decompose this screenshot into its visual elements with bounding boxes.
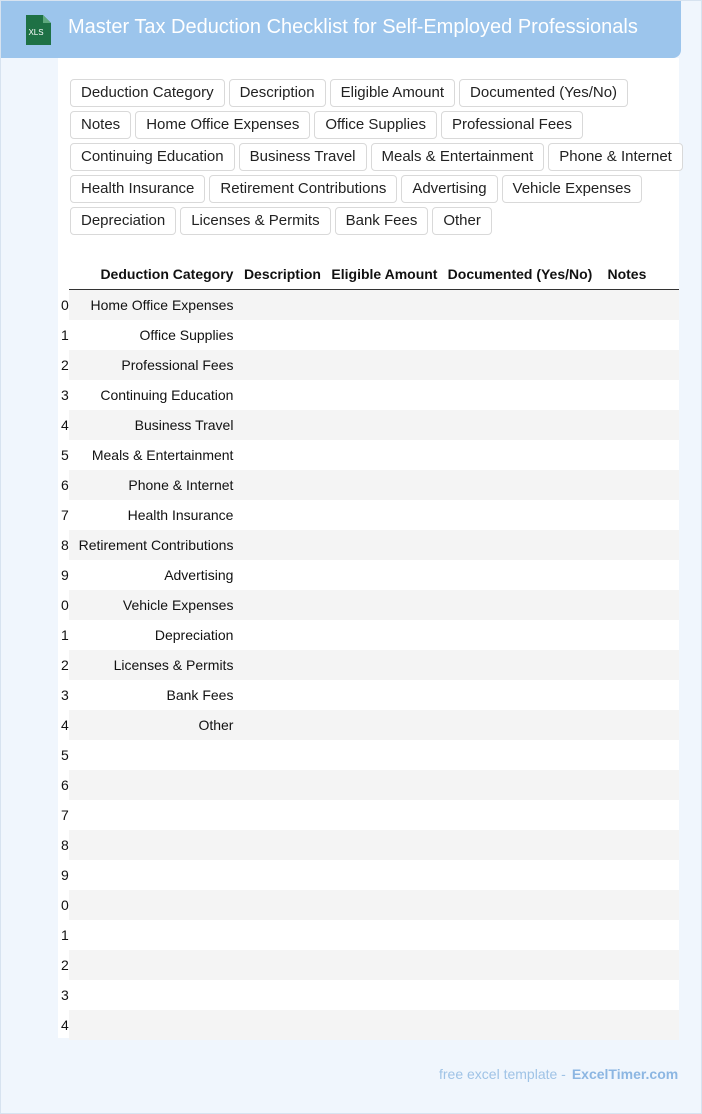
category-chip[interactable]: Retirement Contributions	[209, 175, 397, 203]
table-row	[69, 620, 679, 650]
description-cell[interactable]	[241, 530, 329, 560]
table-row	[69, 320, 679, 350]
footer-brand-link[interactable]: ExcelTimer.com	[571, 1066, 679, 1082]
eligible-amount-cell[interactable]	[329, 650, 446, 680]
category-cell[interactable]	[75, 1010, 242, 1040]
description-cell[interactable]	[241, 680, 329, 710]
eligible-amount-cell[interactable]	[329, 620, 446, 650]
overflow-cell	[654, 470, 679, 500]
category-chip-list	[70, 79, 690, 235]
overflow-cell	[654, 650, 679, 680]
table-row	[69, 830, 679, 860]
documented-cell[interactable]	[445, 920, 600, 950]
category-chip[interactable]: Bank Fees	[335, 207, 429, 235]
notes-cell[interactable]	[600, 890, 654, 920]
row-index-cell: 0	[61, 897, 69, 913]
row-index-cell: 4	[61, 417, 69, 433]
category-cell[interactable]: Retirement Contributions	[78, 537, 234, 553]
notes-cell[interactable]	[600, 1010, 654, 1040]
documented-cell[interactable]	[445, 1010, 600, 1040]
column-header-overflow	[654, 259, 679, 290]
category-chip[interactable]: Business Travel	[239, 143, 367, 171]
row-index-cell: 2	[61, 957, 69, 973]
category-chip[interactable]: Meals & Entertainment	[371, 143, 545, 171]
row-index-cell: 0	[61, 297, 69, 313]
eligible-amount-cell[interactable]	[329, 800, 446, 830]
overflow-cell	[654, 710, 679, 740]
description-cell[interactable]	[241, 1010, 329, 1040]
notes-cell[interactable]	[600, 830, 654, 860]
eligible-amount-cell[interactable]	[329, 830, 446, 860]
notes-cell[interactable]	[600, 410, 654, 440]
table-body	[61, 290, 679, 1041]
category-chip[interactable]: Notes	[70, 111, 131, 139]
row-index-cell: 5	[61, 447, 69, 463]
row-index-cell: 3	[61, 687, 69, 703]
category-cell[interactable]	[75, 950, 242, 980]
notes-cell[interactable]	[600, 320, 654, 350]
category-cell[interactable]: Professional Fees	[121, 357, 234, 373]
category-cell[interactable]: Home Office Expenses	[90, 297, 234, 313]
table-row	[69, 440, 679, 470]
table-row	[69, 500, 679, 530]
notes-cell[interactable]	[600, 740, 654, 770]
eligible-amount-cell[interactable]	[329, 470, 446, 500]
table-row	[69, 1010, 679, 1040]
description-cell[interactable]	[241, 350, 329, 380]
category-cell[interactable]	[75, 980, 242, 1010]
excel-file-icon	[22, 15, 51, 45]
eligible-amount-cell[interactable]	[329, 920, 446, 950]
table-row	[69, 860, 679, 890]
description-cell[interactable]	[241, 290, 329, 321]
notes-cell[interactable]	[600, 470, 654, 500]
notes-cell[interactable]	[600, 440, 654, 470]
overflow-cell	[654, 410, 679, 440]
description-cell[interactable]	[241, 920, 329, 950]
eligible-amount-cell[interactable]	[329, 740, 446, 770]
notes-cell[interactable]	[600, 800, 654, 830]
category-cell[interactable]: Business Travel	[134, 417, 234, 433]
row-index-cell: 9	[61, 867, 69, 883]
documented-cell[interactable]	[445, 350, 600, 380]
notes-cell[interactable]	[600, 860, 654, 890]
documented-cell[interactable]	[445, 290, 600, 321]
documented-cell[interactable]	[445, 890, 600, 920]
documented-cell[interactable]	[445, 380, 600, 410]
description-cell[interactable]	[241, 440, 329, 470]
category-cell[interactable]: Advertising	[164, 567, 234, 583]
documented-cell[interactable]	[445, 950, 600, 980]
overflow-cell	[654, 440, 679, 470]
notes-cell[interactable]	[600, 980, 654, 1010]
table-row	[69, 680, 679, 710]
table-row	[69, 650, 679, 680]
overflow-cell	[654, 350, 679, 380]
notes-cell[interactable]	[600, 290, 654, 321]
documented-cell[interactable]	[445, 500, 600, 530]
category-cell[interactable]: Licenses & Permits	[113, 657, 234, 673]
documented-cell[interactable]	[445, 620, 600, 650]
overflow-cell	[654, 830, 679, 860]
category-chip[interactable]: Description	[229, 79, 326, 107]
description-cell[interactable]	[241, 770, 329, 800]
eligible-amount-cell[interactable]	[329, 890, 446, 920]
category-chip[interactable]: Office Supplies	[314, 111, 437, 139]
row-index-cell: 2	[61, 657, 69, 673]
category-cell[interactable]	[75, 740, 242, 770]
table-row	[69, 920, 679, 950]
description-cell[interactable]	[241, 320, 329, 350]
notes-cell[interactable]	[600, 500, 654, 530]
table-row	[69, 470, 679, 500]
description-cell[interactable]	[241, 500, 329, 530]
documented-cell[interactable]	[445, 800, 600, 830]
category-cell[interactable]: Continuing Education	[100, 387, 234, 403]
overflow-cell	[654, 620, 679, 650]
page-title: Master Tax Deduction Checklist for Self-Employed Professionals	[68, 16, 638, 38]
table-row	[69, 560, 679, 590]
category-cell[interactable]	[75, 770, 242, 800]
checklist-table	[61, 259, 679, 1040]
overflow-cell	[654, 950, 679, 980]
description-cell[interactable]	[241, 650, 329, 680]
eligible-amount-cell[interactable]	[329, 380, 446, 410]
eligible-amount-cell[interactable]	[329, 950, 446, 980]
category-cell[interactable]: Phone & Internet	[128, 477, 234, 493]
overflow-cell	[654, 290, 679, 321]
category-cell[interactable]	[75, 890, 242, 920]
description-cell[interactable]	[241, 590, 329, 620]
documented-cell[interactable]	[445, 530, 600, 560]
excel-file-icon-label: XLS	[28, 28, 44, 37]
table-row	[69, 590, 679, 620]
notes-cell[interactable]	[600, 530, 654, 560]
documented-cell[interactable]	[445, 410, 600, 440]
table-row	[69, 290, 679, 321]
eligible-amount-cell[interactable]	[329, 590, 446, 620]
documented-cell[interactable]	[445, 650, 600, 680]
table-row	[69, 800, 679, 830]
documented-cell[interactable]	[445, 710, 600, 740]
table-row	[69, 380, 679, 410]
table-row	[69, 350, 679, 380]
overflow-cell	[654, 1010, 679, 1040]
description-cell[interactable]	[241, 830, 329, 860]
category-cell[interactable]	[75, 830, 242, 860]
category-cell[interactable]: Health Insurance	[127, 507, 234, 523]
checklist-table-container[interactable]	[61, 259, 679, 1041]
eligible-amount-cell[interactable]	[329, 980, 446, 1010]
overflow-cell	[654, 590, 679, 620]
documented-cell[interactable]	[445, 770, 600, 800]
documented-cell[interactable]	[445, 470, 600, 500]
documented-cell[interactable]	[445, 860, 600, 890]
overflow-cell	[654, 560, 679, 590]
notes-cell[interactable]	[600, 650, 654, 680]
eligible-amount-cell[interactable]	[329, 350, 446, 380]
table-row	[69, 890, 679, 920]
category-chip[interactable]: Depreciation	[70, 207, 176, 235]
description-cell[interactable]	[241, 620, 329, 650]
table-row	[69, 980, 679, 1010]
column-header-documented[interactable]: Documented (Yes/No)	[445, 259, 600, 290]
table-row	[69, 770, 679, 800]
column-header-description[interactable]: Description	[241, 259, 329, 290]
notes-cell[interactable]	[600, 590, 654, 620]
category-chip[interactable]: Health Insurance	[70, 175, 205, 203]
category-chip[interactable]: Other	[432, 207, 492, 235]
category-cell[interactable]	[75, 800, 242, 830]
eligible-amount-cell[interactable]	[329, 1010, 446, 1040]
row-index-cell: 6	[61, 777, 69, 793]
row-index-cell: 7	[61, 507, 69, 523]
row-index-cell: 2	[61, 357, 69, 373]
notes-cell[interactable]	[600, 710, 654, 740]
row-index-cell: 1	[61, 927, 69, 943]
row-index-cell: 1	[61, 627, 69, 643]
description-cell[interactable]	[241, 560, 329, 590]
overflow-cell	[654, 890, 679, 920]
overflow-cell	[654, 860, 679, 890]
overflow-cell	[654, 740, 679, 770]
eligible-amount-cell[interactable]	[329, 710, 446, 740]
overflow-cell	[654, 680, 679, 710]
footer-credit	[439, 1066, 678, 1082]
row-index-cell: 1	[61, 327, 69, 343]
eligible-amount-cell[interactable]	[329, 290, 446, 321]
eligible-amount-cell[interactable]	[329, 680, 446, 710]
table-row	[69, 950, 679, 980]
eligible-amount-cell[interactable]	[329, 860, 446, 890]
column-header-eligible-amount[interactable]: Eligible Amount	[329, 259, 446, 290]
documented-cell[interactable]	[445, 740, 600, 770]
overflow-cell	[654, 800, 679, 830]
notes-cell[interactable]	[600, 350, 654, 380]
overflow-cell	[654, 380, 679, 410]
category-chip[interactable]: Licenses & Permits	[180, 207, 330, 235]
footer-text: free excel template -	[439, 1066, 566, 1082]
documented-cell[interactable]	[445, 680, 600, 710]
description-cell[interactable]	[241, 860, 329, 890]
description-cell[interactable]	[241, 380, 329, 410]
eligible-amount-cell[interactable]	[329, 440, 446, 470]
category-cell[interactable]: Bank Fees	[166, 687, 234, 703]
column-header-notes[interactable]: Notes	[600, 259, 654, 290]
eligible-amount-cell[interactable]	[329, 410, 446, 440]
description-cell[interactable]	[241, 740, 329, 770]
category-cell[interactable]	[75, 920, 242, 950]
category-cell[interactable]: Other	[198, 717, 234, 733]
description-cell[interactable]	[241, 980, 329, 1010]
notes-cell[interactable]	[600, 380, 654, 410]
description-cell[interactable]	[241, 410, 329, 440]
notes-cell[interactable]	[600, 560, 654, 590]
table-row	[69, 410, 679, 440]
table-row	[69, 710, 679, 740]
overflow-cell	[654, 530, 679, 560]
description-cell[interactable]	[241, 710, 329, 740]
row-index-cell: 6	[61, 477, 69, 493]
description-cell[interactable]	[241, 800, 329, 830]
table-row	[69, 740, 679, 770]
category-chip[interactable]: Deduction Category	[70, 79, 225, 107]
overflow-cell	[654, 770, 679, 800]
row-index-cell: 8	[61, 837, 69, 853]
description-cell[interactable]	[241, 890, 329, 920]
row-index-cell: 4	[61, 1017, 69, 1033]
column-header-category[interactable]: Deduction Category	[75, 259, 242, 290]
row-index-cell: 3	[61, 387, 69, 403]
description-cell[interactable]	[241, 950, 329, 980]
category-chip[interactable]: Phone & Internet	[548, 143, 683, 171]
category-chip[interactable]: Continuing Education	[70, 143, 235, 171]
category-chip[interactable]: Professional Fees	[441, 111, 583, 139]
eligible-amount-cell[interactable]	[329, 320, 446, 350]
notes-cell[interactable]	[600, 620, 654, 650]
documented-cell[interactable]	[445, 830, 600, 860]
title-bar	[1, 1, 681, 58]
row-index-cell: 8	[61, 537, 69, 553]
row-index-cell: 3	[61, 987, 69, 1003]
category-cell[interactable]	[75, 860, 242, 890]
table-header-row	[69, 259, 679, 290]
category-chip[interactable]: Advertising	[401, 175, 497, 203]
row-index-cell: 0	[61, 597, 69, 613]
documented-cell[interactable]	[445, 980, 600, 1010]
row-index-cell: 9	[61, 567, 69, 583]
category-chip[interactable]: Home Office Expenses	[135, 111, 310, 139]
overflow-cell	[654, 500, 679, 530]
eligible-amount-cell[interactable]	[329, 560, 446, 590]
overflow-cell	[654, 980, 679, 1010]
category-chip[interactable]: Eligible Amount	[330, 79, 455, 107]
notes-cell[interactable]	[600, 770, 654, 800]
overflow-cell	[654, 920, 679, 950]
category-chip[interactable]: Documented (Yes/No)	[459, 79, 628, 107]
documented-cell[interactable]	[445, 440, 600, 470]
overflow-cell	[654, 320, 679, 350]
eligible-amount-cell[interactable]	[329, 770, 446, 800]
eligible-amount-cell[interactable]	[329, 500, 446, 530]
category-cell[interactable]: Meals & Entertainment	[91, 447, 234, 463]
description-cell[interactable]	[241, 470, 329, 500]
documented-cell[interactable]	[445, 320, 600, 350]
table-row	[69, 530, 679, 560]
row-index-cell: 4	[61, 717, 69, 733]
eligible-amount-cell[interactable]	[329, 530, 446, 560]
row-index-cell: 7	[61, 807, 69, 823]
notes-cell[interactable]	[600, 680, 654, 710]
category-cell[interactable]: Office Supplies	[139, 327, 234, 343]
row-index-cell: 5	[61, 747, 69, 763]
category-cell[interactable]: Depreciation	[154, 627, 234, 643]
category-cell[interactable]: Vehicle Expenses	[122, 597, 234, 613]
category-chip[interactable]: Vehicle Expenses	[502, 175, 642, 203]
notes-cell[interactable]	[600, 920, 654, 950]
documented-cell[interactable]	[445, 560, 600, 590]
documented-cell[interactable]	[445, 590, 600, 620]
notes-cell[interactable]	[600, 950, 654, 980]
